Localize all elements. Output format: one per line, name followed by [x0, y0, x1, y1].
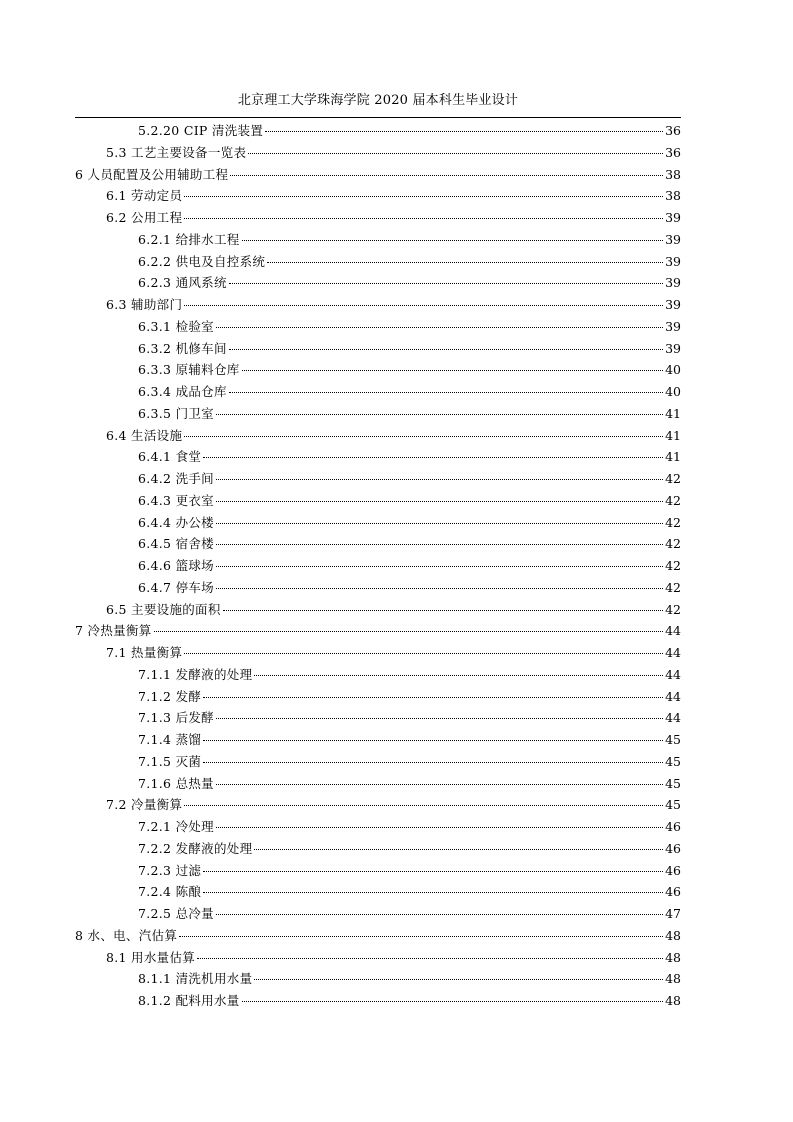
toc-entry-title: 5.3 工艺主要设备一览表: [106, 144, 247, 160]
toc-leader-dots: [229, 392, 663, 393]
toc-leader-dots: [184, 305, 663, 306]
toc-entry-title: 7.1.2 发酵: [138, 688, 202, 704]
toc-entry[interactable]: [75, 664, 681, 686]
toc-leader-dots: [197, 958, 663, 959]
toc-entry[interactable]: [75, 272, 681, 294]
toc-entry-page-number: 39: [665, 253, 681, 269]
toc-entry-title: 7.1.4 蒸馏: [138, 732, 202, 747]
toc-leader-dots: [216, 588, 663, 589]
toc-entry-title: 7.1 热量衡算: [106, 645, 183, 660]
toc-entry-title: 6.4.4 办公楼: [138, 514, 214, 530]
page-header: 北京理工大学珠海学院 2020 届本科生毕业设计: [237, 93, 519, 108]
toc-entry-title: 7.2 冷量衡算: [106, 797, 183, 813]
toc-leader-dots: [184, 436, 663, 437]
toc-entry[interactable]: [75, 403, 681, 425]
toc-leader-dots: [248, 153, 663, 154]
toc-entry[interactable]: [75, 707, 681, 729]
toc-leader-dots: [254, 849, 663, 850]
toc-entry-page-number: 45: [665, 732, 681, 747]
toc-entry[interactable]: [75, 251, 681, 273]
toc-entry[interactable]: [75, 968, 681, 990]
toc-entry-title: 7.1.5 灭菌: [138, 753, 202, 769]
toc-leader-dots: [184, 653, 663, 654]
toc-entry-title: 8.1 用水量估算: [106, 949, 196, 965]
toc-entry[interactable]: [75, 990, 681, 1012]
toc-entry-page-number: 41: [665, 427, 681, 443]
toc-entry-page-number: 48: [665, 993, 681, 1008]
toc-entry-page-number: 38: [665, 188, 681, 204]
toc-leader-dots: [216, 718, 663, 719]
toc-entry-title: 7.2.5 总冷量: [138, 906, 214, 921]
toc-entry[interactable]: [75, 642, 681, 664]
toc-leader-dots: [229, 283, 663, 284]
toc-entry[interactable]: [75, 881, 681, 903]
toc-entry-page-number: 42: [665, 471, 681, 486]
toc-entry-page-number: 48: [665, 949, 681, 965]
toc-entry-page-number: 42: [665, 579, 681, 595]
toc-entry-title: 7 冷热量衡算: [75, 623, 152, 639]
toc-leader-dots: [203, 740, 663, 741]
toc-entry-title: 7.1.3 后发酵: [138, 710, 214, 726]
toc-entry[interactable]: [75, 207, 681, 229]
toc-entry[interactable]: [75, 316, 681, 338]
toc-leader-dots: [203, 697, 663, 698]
toc-entry-page-number: 44: [665, 623, 681, 639]
toc-entry[interactable]: [75, 620, 681, 642]
toc-leader-dots: [216, 544, 663, 545]
toc-entry[interactable]: [75, 229, 681, 251]
toc-leader-dots: [242, 370, 663, 371]
toc-entry[interactable]: [75, 533, 681, 555]
toc-entry-title: 6.2.1 给排水工程: [138, 231, 240, 247]
toc-leader-dots: [203, 871, 663, 872]
toc-entry-title: 6.4 生活设施: [106, 427, 183, 443]
toc-entry-title: 6.4.5 宿舍楼: [138, 536, 214, 552]
toc-entry-page-number: 46: [665, 819, 681, 834]
toc-entry[interactable]: [75, 120, 681, 142]
toc-entry[interactable]: [75, 164, 681, 186]
toc-entry-title: 6.3.1 检验室: [138, 318, 214, 334]
toc-entry[interactable]: [75, 794, 681, 816]
toc-entry-title: 6.4.1 食堂: [138, 449, 202, 465]
toc-leader-dots: [184, 196, 663, 197]
toc-leader-dots: [229, 349, 663, 350]
toc-entry[interactable]: [75, 903, 681, 925]
toc-entry[interactable]: [75, 773, 681, 795]
toc-leader-dots: [203, 892, 663, 893]
toc-entry-title: 5.2.20 CIP 清洗装置: [138, 123, 264, 138]
toc-leader-dots: [154, 631, 663, 632]
toc-leader-dots: [254, 675, 663, 676]
toc-leader-dots: [216, 566, 663, 567]
toc-leader-dots: [216, 327, 663, 328]
toc-leader-dots: [184, 805, 663, 806]
toc-entry-title: 6 人员配置及公用辅助工程: [75, 166, 229, 182]
toc-leader-dots: [216, 784, 663, 785]
toc-leader-dots: [242, 240, 663, 241]
toc-entry[interactable]: [75, 860, 681, 882]
toc-entry-page-number: 45: [665, 797, 681, 813]
toc-entry[interactable]: [75, 512, 681, 534]
toc-entry-page-number: 42: [665, 492, 681, 508]
toc-entry-title: 6.4.2 洗手间: [138, 471, 214, 486]
toc-entry-title: 6.3.2 机修车间: [138, 340, 227, 356]
toc-entry-page-number: 44: [665, 666, 681, 682]
toc-entry[interactable]: [75, 468, 681, 490]
toc-entry-title: 6.2.3 通风系统: [138, 275, 227, 291]
toc-entry-page-number: 39: [665, 231, 681, 247]
toc-entry[interactable]: [75, 294, 681, 316]
toc-entry-page-number: 44: [665, 710, 681, 726]
toc-leader-dots: [265, 131, 663, 132]
toc-leader-dots: [179, 936, 663, 937]
toc-entry-title: 6.1 劳动定员: [106, 188, 183, 204]
toc-entry-page-number: 44: [665, 645, 681, 660]
toc-entry[interactable]: [75, 751, 681, 773]
toc-entry-title: 6.3.4 成品仓库: [138, 384, 227, 399]
toc-entry-page-number: 45: [665, 775, 681, 791]
toc-leader-dots: [203, 457, 663, 458]
toc-entry-title: 6.2 公用工程: [106, 210, 183, 225]
toc-entry-title: 7.2.4 陈酿: [138, 884, 202, 900]
toc-leader-dots: [216, 914, 663, 915]
toc-entry-title: 6.3.5 门卫室: [138, 405, 214, 421]
toc-entry-page-number: 42: [665, 514, 681, 530]
header-rule: [75, 117, 681, 118]
toc-entry-title: 6.4.6 篮球场: [138, 558, 214, 573]
toc-leader-dots: [223, 610, 663, 611]
toc-entry[interactable]: [75, 555, 681, 577]
toc-entry[interactable]: [75, 686, 681, 708]
toc-entry[interactable]: [75, 729, 681, 751]
toc-entry[interactable]: [75, 490, 681, 512]
toc-entry-title: 6.4.7 停车场: [138, 579, 214, 595]
toc-entry-page-number: 48: [665, 971, 681, 987]
toc-entry-title: 6.2.2 供电及自控系统: [138, 253, 266, 269]
toc-entry-title: 7.2.2 发酵液的处理: [138, 840, 253, 856]
toc-entry-title: 7.1.1 发酵液的处理: [138, 666, 253, 682]
toc-leader-dots: [254, 979, 663, 980]
toc-entry-page-number: 44: [665, 688, 681, 704]
toc-entry-page-number: 42: [665, 536, 681, 552]
toc-entry-page-number: 42: [665, 558, 681, 573]
toc-entry-title: 7.1.6 总热量: [138, 775, 214, 791]
table-of-contents: [75, 120, 681, 1012]
toc-entry-page-number: 41: [665, 449, 681, 465]
toc-entry-page-number: 36: [665, 144, 681, 160]
toc-entry-page-number: 36: [665, 123, 681, 138]
toc-entry-page-number: 38: [665, 166, 681, 182]
toc-entry[interactable]: [75, 838, 681, 860]
toc-entry-page-number: 39: [665, 210, 681, 225]
toc-entry-title: 7.2.3 过滤: [138, 862, 202, 878]
toc-entry-page-number: 39: [665, 275, 681, 291]
toc-entry-page-number: 39: [665, 318, 681, 334]
toc-entry[interactable]: [75, 446, 681, 468]
toc-entry[interactable]: [75, 577, 681, 599]
toc-leader-dots: [216, 523, 663, 524]
toc-entry-title: 6.4.3 更衣室: [138, 492, 214, 508]
toc-entry-page-number: 45: [665, 753, 681, 769]
toc-entry[interactable]: [75, 185, 681, 207]
toc-leader-dots: [184, 218, 663, 219]
toc-entry-title: 6.3 辅助部门: [106, 297, 183, 312]
toc-entry-page-number: 40: [665, 384, 681, 399]
toc-leader-dots: [267, 262, 663, 263]
toc-leader-dots: [216, 479, 663, 480]
toc-entry-page-number: 42: [665, 601, 681, 617]
toc-entry[interactable]: [75, 381, 681, 403]
toc-entry[interactable]: [75, 599, 681, 621]
toc-entry[interactable]: [75, 142, 681, 164]
toc-entry-title: 7.2.1 冷处理: [138, 819, 214, 834]
toc-entry[interactable]: [75, 925, 681, 947]
toc-leader-dots: [216, 501, 663, 502]
toc-entry-page-number: 47: [665, 906, 681, 921]
toc-leader-dots: [203, 762, 663, 763]
toc-entry[interactable]: [75, 816, 681, 838]
toc-entry-page-number: 46: [665, 884, 681, 900]
toc-entry-page-number: 39: [665, 340, 681, 356]
toc-entry-page-number: 48: [665, 927, 681, 943]
toc-leader-dots: [230, 175, 663, 176]
toc-entry-page-number: 39: [665, 297, 681, 312]
toc-entry-title: 6.3.3 原辅料仓库: [138, 362, 240, 378]
toc-entry-title: 8 水、电、汽估算: [75, 927, 178, 943]
toc-entry-page-number: 40: [665, 362, 681, 378]
toc-entry-title: 8.1.1 清洗机用水量: [138, 971, 253, 987]
toc-entry-title: 6.5 主要设施的面积: [106, 601, 221, 617]
toc-entry-page-number: 46: [665, 862, 681, 878]
toc-entry-page-number: 46: [665, 840, 681, 856]
toc-leader-dots: [242, 1001, 663, 1002]
toc-entry[interactable]: [75, 947, 681, 969]
toc-entry-title: 8.1.2 配料用水量: [138, 993, 240, 1008]
toc-entry[interactable]: [75, 338, 681, 360]
toc-entry-page-number: 41: [665, 405, 681, 421]
toc-entry[interactable]: [75, 425, 681, 447]
toc-leader-dots: [216, 827, 663, 828]
toc-leader-dots: [216, 414, 663, 415]
toc-entry[interactable]: [75, 359, 681, 381]
